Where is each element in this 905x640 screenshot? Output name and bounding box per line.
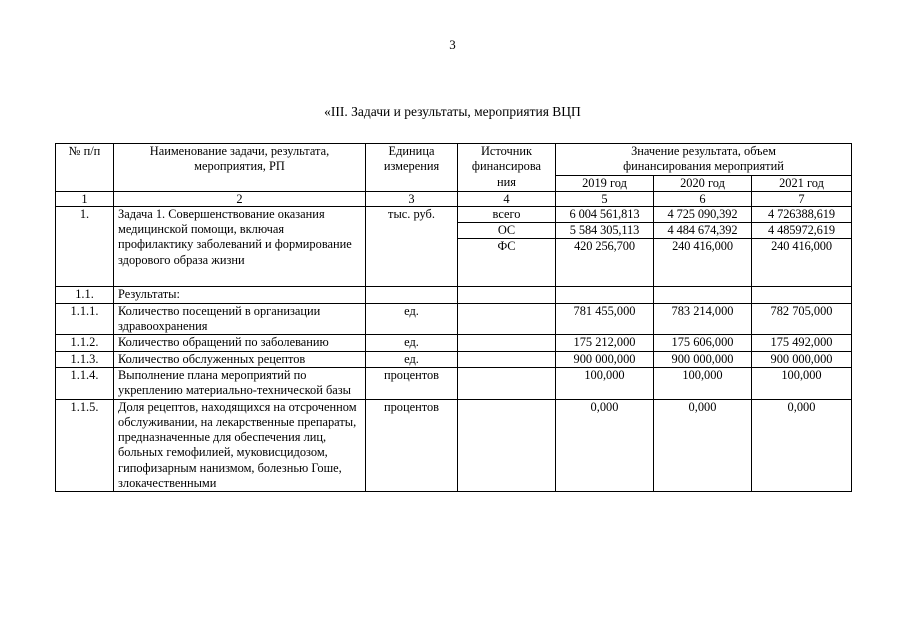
funding-value: 4 484 674,392 [654,223,752,239]
result-row [56,367,852,399]
result-num: 1.1.3. [56,351,114,367]
result-name: Количество посещений в организации здравоохранения [114,303,366,335]
funding-value: 5 584 305,113 [556,223,654,239]
results-table [55,143,852,492]
result-num: 1.1.5. [56,399,114,492]
result-unit: процентов [366,367,458,399]
result-value: 0,000 [654,399,752,492]
result-value: 783 214,000 [654,303,752,335]
result-row [56,303,852,335]
column-number: 4 [458,191,556,206]
column-numbers-row [56,191,852,206]
result-row [56,351,852,367]
empty-cell [458,287,556,303]
result-row [56,335,852,351]
result-value: 175 606,000 [654,335,752,351]
result-value: 0,000 [556,399,654,492]
empty-cell [458,303,556,335]
funding-source: всего [458,206,556,222]
funding-source: ФС [458,239,556,287]
column-number: 5 [556,191,654,206]
result-unit: процентов [366,399,458,492]
empty-cell [366,287,458,303]
column-number: 7 [752,191,852,206]
result-value: 100,000 [752,367,852,399]
result-num: 1.1.4. [56,367,114,399]
column-number: 2 [114,191,366,206]
header-row [56,144,852,176]
result-unit: ед. [366,351,458,367]
result-unit: ед. [366,303,458,335]
header-year-2021: 2021 год [752,175,852,191]
task-row-total [56,206,852,222]
results-num: 1.1. [56,287,114,303]
empty-cell [458,367,556,399]
funding-value: 4 725 090,392 [654,206,752,222]
result-value: 900 000,000 [556,351,654,367]
header-value-group: Значение результата, объем финансирования мероприятий [556,144,852,176]
column-number: 6 [654,191,752,206]
result-value: 175 212,000 [556,335,654,351]
result-value: 100,000 [556,367,654,399]
funding-value: 420 256,700 [556,239,654,287]
result-value: 781 455,000 [556,303,654,335]
header-num: № п/п [56,144,114,192]
empty-cell [752,287,852,303]
result-num: 1.1.1. [56,303,114,335]
column-number: 3 [366,191,458,206]
empty-cell [556,287,654,303]
empty-cell [458,351,556,367]
result-name: Доля рецептов, находящихся на отсроченном обслуживании, на лекарственные препараты, предназначенные для обеспечения лиц, больных гемофилией, муковисцидозом, гипофизарным нанизмом, болезнью Гоше, злокачественными [114,399,366,492]
results-label: Результаты: [114,287,366,303]
header-unit: Единица измерения [366,144,458,192]
results-header-row [56,287,852,303]
result-unit: ед. [366,335,458,351]
result-value: 900 000,000 [654,351,752,367]
funding-value: 6 004 561,813 [556,206,654,222]
result-value: 782 705,000 [752,303,852,335]
task-unit: тыс. руб. [366,206,458,287]
section-title: «III. Задачи и результаты, мероприятия ВЦП [324,104,581,119]
empty-cell [458,335,556,351]
funding-value: 4 485972,619 [752,223,852,239]
result-value: 0,000 [752,399,852,492]
header-year-2020: 2020 год [654,175,752,191]
result-num: 1.1.2. [56,335,114,351]
empty-cell [654,287,752,303]
result-name: Количество обращений по заболеванию [114,335,366,351]
funding-value: 240 416,000 [752,239,852,287]
funding-source: ОС [458,223,556,239]
result-value: 900 000,000 [752,351,852,367]
result-name: Выполнение плана мероприятий по укреплению материально-технической базы [114,367,366,399]
column-number: 1 [56,191,114,206]
funding-value: 4 726388,619 [752,206,852,222]
header-source: Источник финансирова ния [458,144,556,192]
task-name: Задача 1. Совершенствование оказания медицинской помощи, включая профилактику заболеваний и формирование здорового образа жизни [114,206,366,287]
header-name: Наименование задачи, результата, мероприятия, РП [114,144,366,192]
result-value: 100,000 [654,367,752,399]
result-value: 175 492,000 [752,335,852,351]
page-number: 3 [449,37,456,52]
result-name: Количество обслуженных рецептов [114,351,366,367]
funding-value: 240 416,000 [654,239,752,287]
empty-cell [458,399,556,492]
result-row [56,399,852,492]
header-year-2019: 2019 год [556,175,654,191]
task-num: 1. [56,206,114,287]
